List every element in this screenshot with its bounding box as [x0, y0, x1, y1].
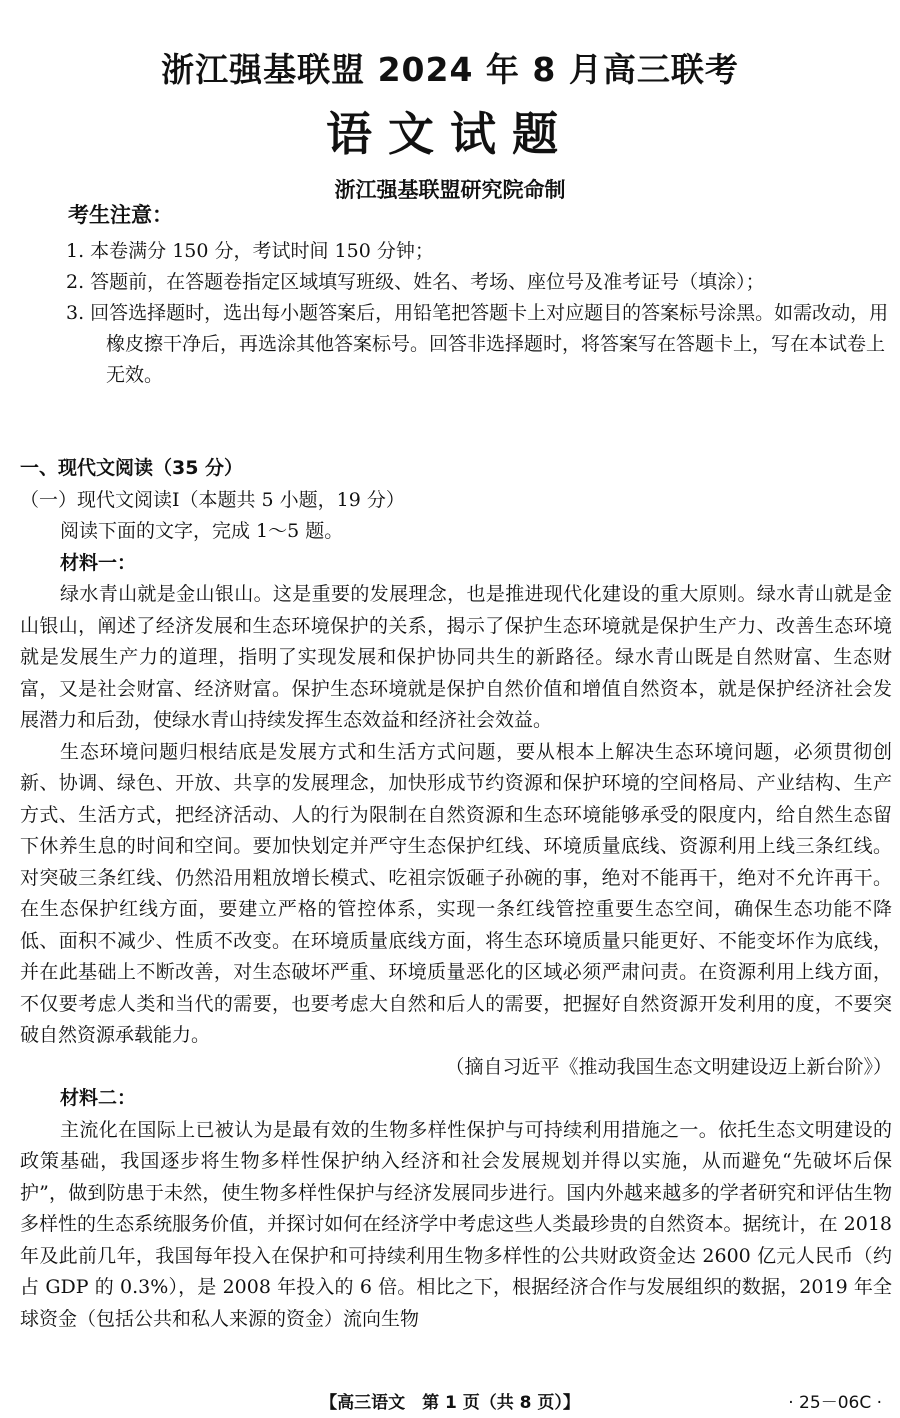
- material-1-paragraph-1: 绿水青山就是金山银山。这是重要的发展理念，也是推进现代化建设的重大原则。绿水青山就是金山银山，阐述了经济发展和生态环境保护的关系，揭示了保护生态环境就是保护生产力、改善生态环境就是发展生产力的道理，指明了实现发展和保护协同共生的新路径。绿水青山既是自然财富、生态财富，又是社会财富、经济财富。保护生态环境就是保护自然价值和增值自然资本，就是保护经济社会发展潜力和后劲，使绿水青山持续发挥生态效益和经济社会效益。: [20, 583, 892, 731]
- notice-item-3: 3. 回答选择题时，选出每小题答案后，用铅笔把答题卡上对应题目的答案标号涂黑。如需改动，用橡皮擦干净后，再选涂其他答案标号。回答非选择题时，将答案写在答题卡上，写在本试卷上无效。: [66, 302, 889, 386]
- candidate-notice: [40, 200, 890, 391]
- material-1-paragraph-2: 生态环境问题归根结底是发展方式和生活方式问题，要从根本上解决生态环境问题，必须贯彻创新、协调、绿色、开放、共享的发展理念，加快形成节约资源和保护环境的空间格局、产业结构、生产方式、生活方式，把经济活动、人的行为限制在自然资源和生态环境能够承受的限度内，给自然生态留下休养生息的时间和空间。要加快划定并严守生态保护红线、环境质量底线、资源利用上线三条红线。对突破三条红线、仍然沿用粗放增长模式、吃祖宗饭砸子孙碗的事，绝对不能再干，绝对不允许再干。在生态保护红线方面，要建立严格的管控体系，实现一条红线管控重要生态空间，确保生态功能不降低、面积不减少、性质不改变。在环境质量底线方面，将生态环境质量只能更好、不能变坏作为底线，并在此基础上不断改善，对生态破坏严重、环境质量恶化的区域必须严肃问责。在资源利用上线方面，不仅要考虑人类和当代的需要，也要考虑大自然和后人的需要，把握好自然资源开发利用的度，不要突破自然资源承载能力。: [20, 740, 892, 1046]
- page-number: 【高三语文 第 1 页（共 8 页）】: [320, 1393, 580, 1413]
- reading-section: [20, 453, 892, 1335]
- notice-item-1: 1. 本卷满分 150 分，考试时间 150 分钟；: [66, 240, 434, 262]
- subsection-heading: （一）现代文阅读Ⅰ（本题共 5 小题，19 分）: [20, 488, 405, 511]
- material-1-source: （摘自习近平《推动我国生态文明建设迈上新台阶》）: [445, 1055, 892, 1078]
- exam-code: · 25－06C ·: [788, 1393, 882, 1413]
- notice-item-2: 2. 答题前，在答题卷指定区域填写班级、姓名、考场、座位号及准考证号（填涂）；: [66, 271, 765, 293]
- subject-title: 语文试题: [326, 107, 574, 161]
- material-2-title: 材料二：: [60, 1087, 137, 1109]
- notice-title: 考生注意：: [68, 203, 173, 227]
- author-line: 浙江强基联盟研究院命制: [334, 178, 566, 202]
- exam-title: 浙江强基联盟 2024 年 8 月高三联考: [161, 50, 739, 89]
- instruction: 阅读下面的文字，完成 1～5 题。: [60, 520, 344, 542]
- material-1-title: 材料一：: [60, 551, 137, 574]
- material-2-paragraph-1: 主流化在国际上已被认为是最有效的生物多样性保护与可持续利用措施之一。依托生态文明建设的政策基础，我国逐步将生物多样性保护纳入经济和社会发展规划并得以实施，从而避免“先破坏后保护”，做到防患于未然，使生物多样性保护与经济发展同步进行。国内外越来越多的学者研究和评估生物多样性的生态系统服务价值，并探讨如何在经济学中考虑这些人类最珍贵的自然资本。据统计，在 2018 年及此前几年，我国每年投入在保护和可持续利用生物多样性的公共财政资金达 2600 亿元人民币（约占 GDP 的 0.3%），是 2008 年投入的 6 倍。相比之下，根据经济合作与发展组织的数据，2019 年全球资金（包括公共和私人来源的资金）流向生物: [20, 1118, 892, 1330]
- section-heading: 一、现代文阅读（35 分）: [20, 457, 244, 479]
